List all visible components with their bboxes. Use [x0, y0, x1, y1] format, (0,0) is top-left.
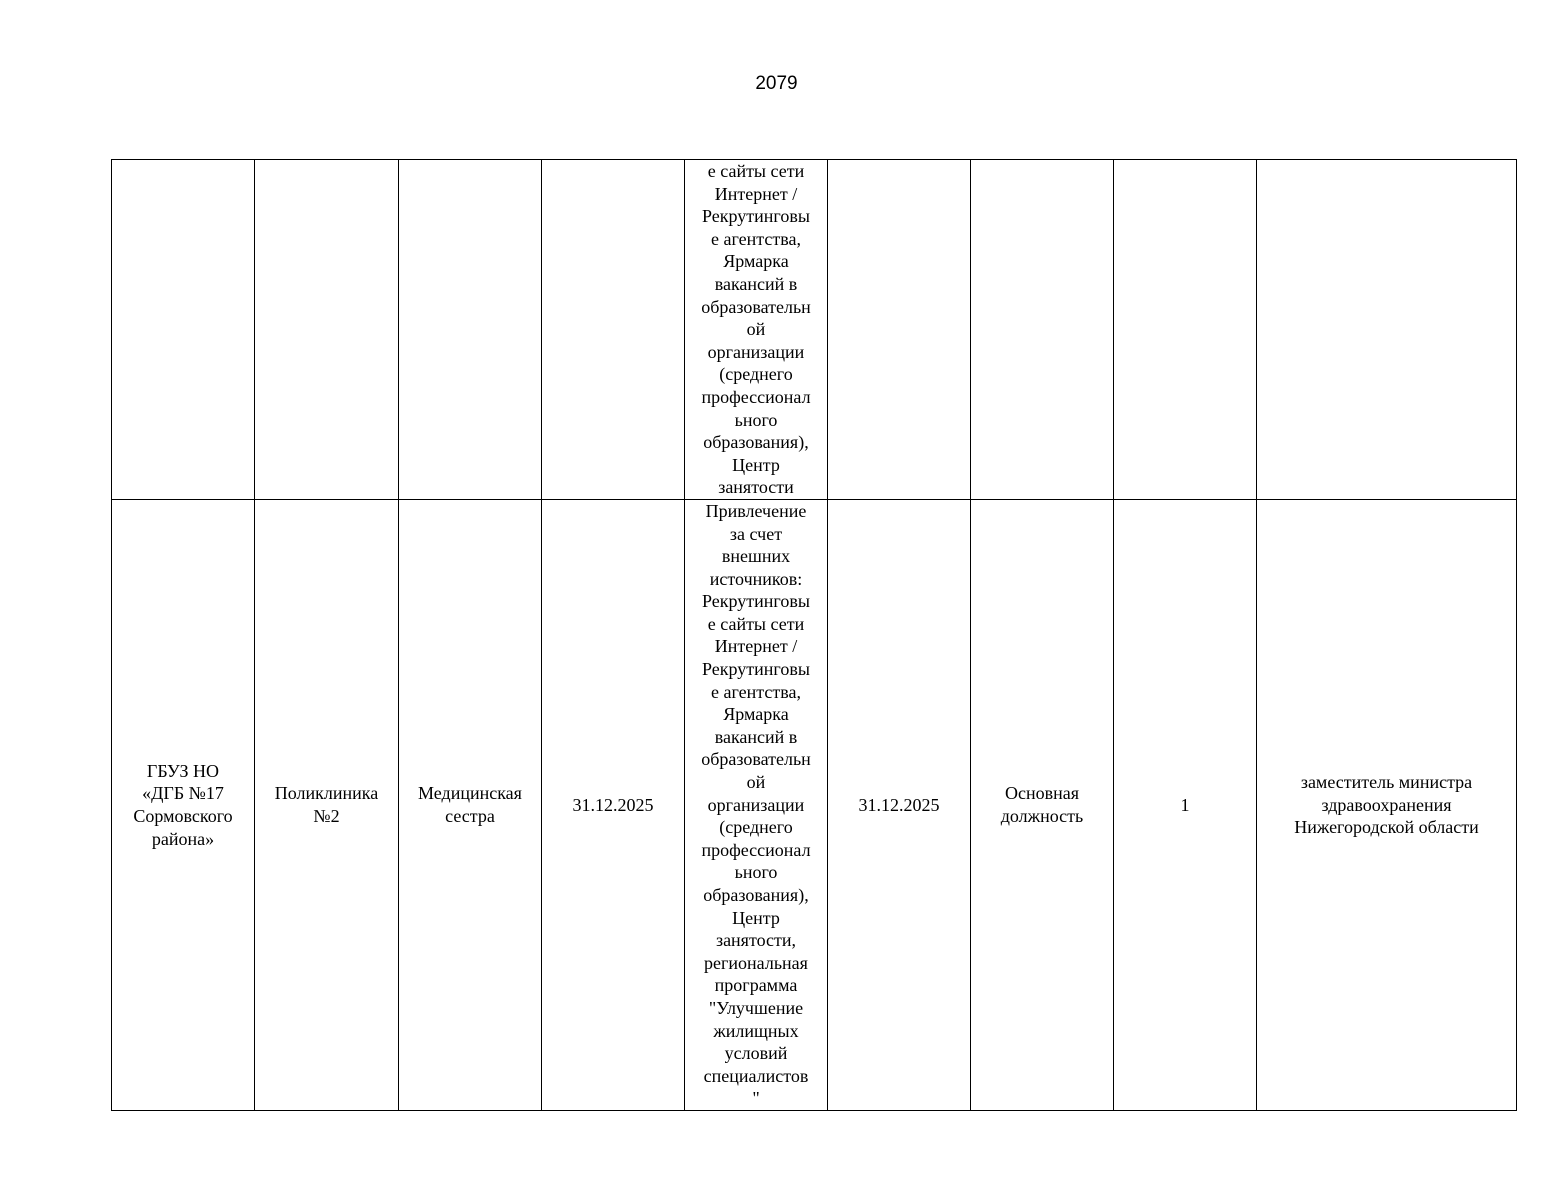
cell-recruitment-source: е сайты сети Интернет / Рекрутинговы е агентства, Ярмарка вакансий в образовательн ой организации (среднего профессионал ьного образования), Центр занятости — [685, 160, 828, 500]
page-number: 2079 — [755, 73, 798, 94]
cell-date: 31.12.2025 — [542, 499, 685, 1110]
cell-department — [255, 160, 399, 500]
cell-organization — [112, 160, 255, 500]
cell-responsible — [1257, 160, 1517, 500]
cell-deadline — [828, 160, 971, 500]
cell-responsible: заместитель министра здравоохранения Нижегородской области — [1257, 499, 1517, 1110]
cell-position: Медицинская сестра — [399, 499, 542, 1110]
vacancy-table — [111, 159, 1517, 1111]
cell-deadline: 31.12.2025 — [828, 499, 971, 1110]
cell-department: Поликлиника №2 — [255, 499, 399, 1110]
cell-count — [1114, 160, 1257, 500]
table-row — [112, 499, 1517, 1110]
cell-position-type — [971, 160, 1114, 500]
cell-position — [399, 160, 542, 500]
cell-date — [542, 160, 685, 500]
cell-recruitment-source: Привлечение за счет внешних источников: Рекрутинговы е сайты сети Интернет / Рекрутинговы е агентства, Ярмарка вакансий в образовательн ой организации (среднего профессионал ьного образования), Центр занятости, региональная программа "Улучшение жилищных условий специалистов " — [685, 499, 828, 1110]
cell-position-type: Основная должность — [971, 499, 1114, 1110]
table-row-continued — [112, 160, 1517, 500]
cell-organization: ГБУЗ НО «ДГБ №17 Сормовского района» — [112, 499, 255, 1110]
cell-count: 1 — [1114, 499, 1257, 1110]
